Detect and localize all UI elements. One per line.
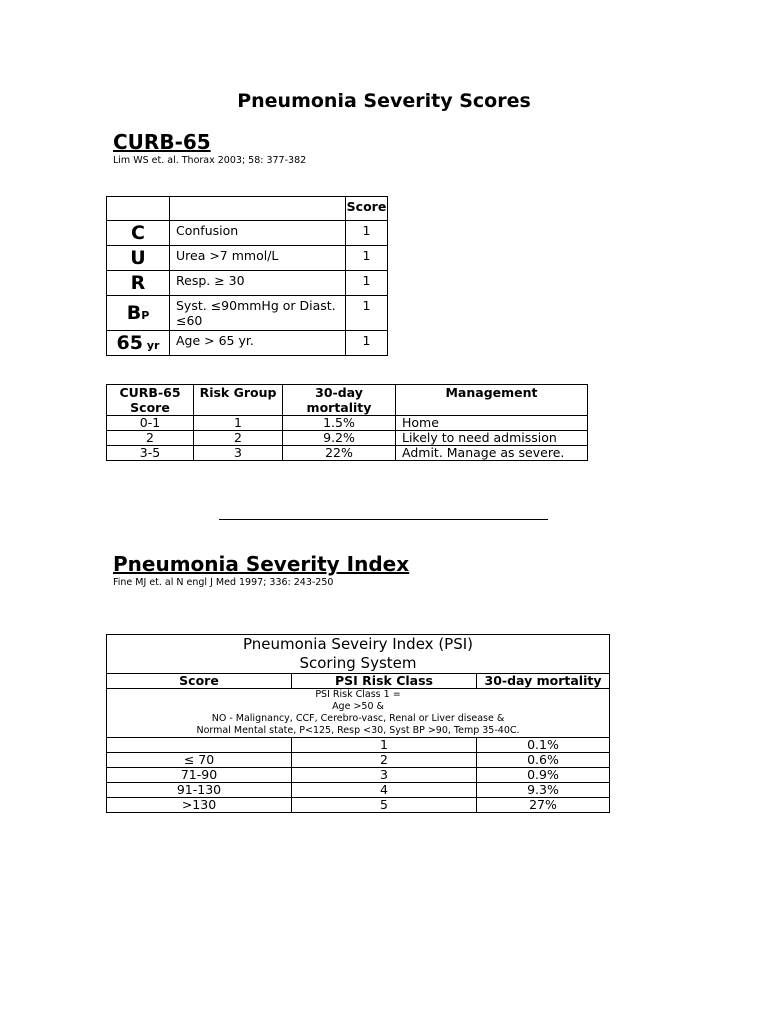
table-cell: 0.9% [477,768,610,783]
psi-table [106,634,610,813]
psi-class-note: PSI Risk Class 1 = Age >50 & NO - Malignancy, CCF, Cerebro-vasc, Renal or Liver disease & Normal Mental state, P<125, Resp <30, Syst BP >90, Temp 35-40C. [107,689,610,738]
criterion-letter: 65 yr [107,331,170,356]
table-cell: 5 [292,798,477,813]
criterion-text: Syst. ≤90mmHg or Diast. ≤60 [170,296,346,331]
criterion-score: 1 [346,296,388,331]
table-cell: 3 [194,446,283,461]
criterion-text: Urea >7 mmol/L [170,246,346,271]
table-cell: 3-5 [107,446,194,461]
table-cell [107,738,292,753]
table-row [107,446,588,461]
table-cell: 1 [292,738,477,753]
criterion-score: 1 [346,331,388,356]
table-cell: 22% [283,446,396,461]
table-row [107,246,388,271]
table-row [107,271,388,296]
table-row [107,783,610,798]
column-header: 30-day mortality [477,674,610,689]
table-cell: ≤ 70 [107,753,292,768]
psi-heading: Pneumonia Severity Index [113,552,410,576]
criterion-letter: R [107,271,170,296]
curb-criteria-table [106,196,388,356]
criterion-text: Age > 65 yr. [170,331,346,356]
table-row [107,221,388,246]
table-cell: 4 [292,783,477,798]
table-header-row [107,674,610,689]
criterion-letter: BP [107,296,170,331]
table-cell: 1.5% [283,416,396,431]
criterion-score: 1 [346,246,388,271]
table-row [107,753,610,768]
table-header-row [107,197,388,221]
curb-management-table [106,384,588,461]
criterion-letter: U [107,246,170,271]
table-row [107,331,388,356]
table-cell: 0.1% [477,738,610,753]
criterion-score: 1 [346,221,388,246]
table-cell: 9.2% [283,431,396,446]
psi-class-note-row [107,689,610,738]
table-cell: 2 [292,753,477,768]
table-cell: 0.6% [477,753,610,768]
table-row [107,738,610,753]
criterion-text: Confusion [170,221,346,246]
table-cell: 3 [292,768,477,783]
table-cell: 1 [194,416,283,431]
criterion-letter: C [107,221,170,246]
table-cell: 2 [194,431,283,446]
section-divider [219,519,548,520]
table-row [107,296,388,331]
column-header: Management [396,385,588,416]
table-row [107,798,610,813]
curb-heading: CURB-65 [113,130,211,154]
criterion-text: Resp. ≥ 30 [170,271,346,296]
table-title-row [107,635,610,674]
table-cell: Home [396,416,588,431]
table-cell: 2 [107,431,194,446]
table-cell: Admit. Manage as severe. [396,446,588,461]
psi-citation: Fine MJ et. al N engl J Med 1997; 336: 243-250 [113,577,334,588]
table-row [107,768,610,783]
empty-cell [170,197,346,221]
curb-citation: Lim WS et. al. Thorax 2003; 58: 377-382 [113,155,307,166]
psi-table-title: Pneumonia Seveiry Index (PSI) Scoring System [107,635,610,674]
table-cell: 0-1 [107,416,194,431]
column-header: Risk Group [194,385,283,416]
score-header: Score [346,197,388,221]
table-cell: 27% [477,798,610,813]
empty-cell [107,197,170,221]
table-cell: 9.3% [477,783,610,798]
table-cell: 71-90 [107,768,292,783]
table-cell: 91-130 [107,783,292,798]
column-header: PSI Risk Class [292,674,477,689]
criterion-score: 1 [346,271,388,296]
column-header: 30-day mortality [283,385,396,416]
column-header: CURB-65 Score [107,385,194,416]
table-header-row [107,385,588,416]
table-row [107,431,588,446]
page-title: Pneumonia Severity Scores [237,90,531,112]
table-cell: Likely to need admission [396,431,588,446]
table-row [107,416,588,431]
column-header: Score [107,674,292,689]
table-cell: >130 [107,798,292,813]
